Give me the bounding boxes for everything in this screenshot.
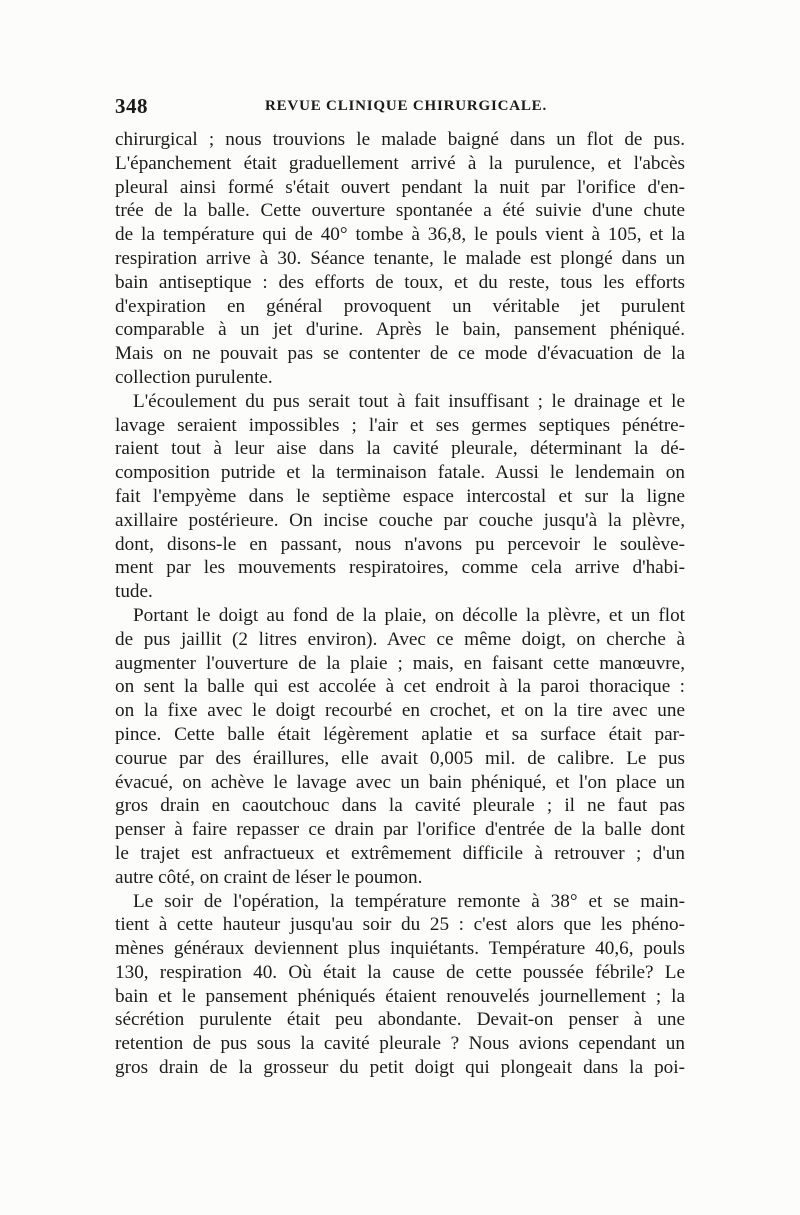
- paragraph: [115, 890, 685, 1080]
- text-line: courue par des éraillures, elle avait 0,005 mil. de calibre. Le pus: [115, 747, 685, 769]
- text-line: tient à cette hauteur jusqu'au soir du 25 : c'est alors que les phéno-: [115, 914, 685, 936]
- text-line: d'expiration en général provoquent un véritable jet purulent: [115, 295, 685, 317]
- text-line: L'épanchement était graduellement arrivé à la purulence, et l'abcès: [115, 152, 685, 174]
- text-line: bain et le pansement phéniqués étaient renouvelés journellement ; la: [115, 985, 685, 1007]
- text-line: sécrétion purulente était peu abondante. Devait-on penser à une: [115, 1009, 685, 1031]
- paragraph: [115, 128, 685, 390]
- text-line: de la température qui de 40° tombe à 36,8, le pouls vient à 105, et la: [115, 224, 685, 246]
- page-number: 348: [115, 94, 148, 118]
- text-line: respiration arrive à 30. Séance tenante, le malade est plongé dans un: [115, 247, 685, 269]
- text-line: évacué, on achève le lavage avec un bain phéniqué, et l'on place un: [115, 771, 685, 793]
- text-line: retention de pus sous la cavité pleurale ? Nous avions cependant un: [115, 1033, 685, 1055]
- running-title: REVUE CLINIQUE CHIRURGICALE.: [265, 98, 548, 114]
- text-line: gros drain de la grosseur du petit doigt qui plongeait dans la poi-: [115, 1057, 685, 1079]
- text-line: on la fixe avec le doigt recourbé en crochet, et on la tire avec une: [115, 700, 685, 722]
- text-line: 130, respiration 40. Où était la cause de cette poussée fébrile? Le: [115, 961, 685, 983]
- text-line: collection purulente.: [115, 366, 273, 388]
- text-line: augmenter l'ouverture de la plaie ; mais, en faisant cette manœuvre,: [115, 652, 685, 674]
- text-line: mènes généraux deviennent plus inquiétants. Température 40,6, pouls: [115, 938, 685, 960]
- paragraph: [115, 390, 685, 604]
- text-line: fait l'empyème dans le septième espace intercostal et sur la ligne: [115, 485, 685, 507]
- text-line: pince. Cette balle était légèrement aplatie et sa surface était par-: [115, 723, 685, 745]
- text-line: ment par les mouvements respiratoires, comme cela arrive d'habi-: [115, 557, 685, 579]
- text-line: Portant le doigt au fond de la plaie, on décolle la plèvre, et un flot: [133, 604, 685, 626]
- text-line: Mais on ne pouvait pas se contenter de ce mode d'évacuation de la: [115, 343, 685, 365]
- text-line: gros drain en caoutchouc dans la cavité pleurale ; il ne faut pas: [115, 795, 685, 817]
- text-line: autre côté, on craint de léser le poumon.: [115, 866, 423, 888]
- text-line: raient tout à leur aise dans la cavité pleurale, déterminant la dé-: [115, 438, 685, 460]
- paragraph: [115, 604, 685, 890]
- page-header: [115, 92, 685, 122]
- text-line: on sent la balle qui est accolée à cet endroit à la paroi thoracique :: [115, 676, 685, 698]
- text-line: composition putride et la terminaison fatale. Aussi le lendemain on: [115, 462, 685, 484]
- text-line: penser à faire repasser ce drain par l'orifice d'entrée de la balle dont: [115, 819, 685, 841]
- text-line: tude.: [115, 581, 153, 603]
- text-line: comparable à un jet d'urine. Après le bain, pansement phéniqué.: [115, 319, 685, 341]
- text-line: trée de la balle. Cette ouverture spontanée a été suivie d'une chute: [115, 200, 685, 222]
- text-line: dont, disons-le en passant, nous n'avons pu percevoir le soulève-: [115, 533, 685, 555]
- text-line: pleural ainsi formé s'était ouvert pendant la nuit par l'orifice d'en-: [115, 176, 685, 198]
- body-text: [115, 128, 685, 1080]
- text-line: L'écoulement du pus serait tout à fait insuffisant ; le drainage et le: [133, 390, 685, 412]
- text-line: de pus jaillit (2 litres environ). Avec ce même doigt, on cherche à: [115, 628, 685, 650]
- text-line: bain antiseptique : des efforts de toux, et du reste, tous les efforts: [115, 271, 685, 293]
- text-line: le trajet est anfractueux et extrêmement difficile à retrouver ; d'un: [115, 842, 685, 864]
- text-line: chirurgical ; nous trouvions le malade baigné dans un flot de pus.: [115, 129, 685, 150]
- text-line: axillaire postérieure. On incise couche par couche jusqu'à la plèvre,: [115, 509, 685, 531]
- text-line: Le soir de l'opération, la température remonte à 38° et se main-: [133, 890, 685, 912]
- text-line: lavage seraient impossibles ; l'air et ses germes septiques pénétre-: [115, 414, 685, 436]
